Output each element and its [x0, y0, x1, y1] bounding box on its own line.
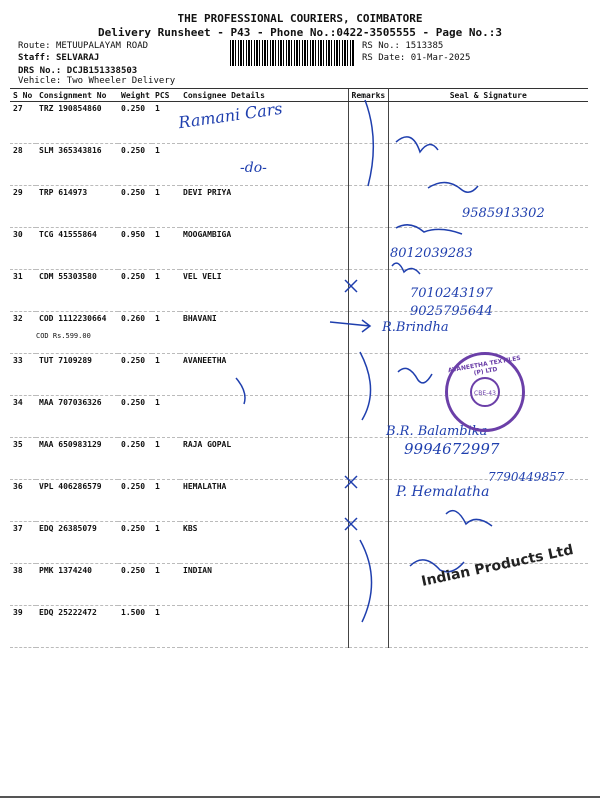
handwriting-phone-36: 7790449857: [488, 470, 565, 484]
indian-products-stamp: Indian Products Ltd: [420, 542, 575, 590]
cell-sno-text: 34: [13, 398, 23, 407]
cell-consignment-text: VPL 406286579: [39, 482, 102, 491]
stroke-mark-34: [236, 378, 245, 404]
col-consignment: Consignment No: [36, 89, 118, 102]
cell-consignee-text: BHAVANI: [183, 314, 217, 323]
cell-consignment-text: TCG 41555864: [39, 230, 97, 239]
cell-sno-text: 38: [13, 566, 23, 575]
bottom-rule: [0, 796, 600, 798]
bracket-mark-34: [360, 352, 371, 420]
cell-pcs-text: 1: [155, 440, 160, 449]
handwriting-ditto: -do-: [240, 160, 267, 176]
cell-weight-text: 0.250: [121, 188, 146, 197]
cell-consignment-text: TRP 614973: [39, 188, 88, 197]
signature-28: [396, 137, 438, 152]
cell-sno-text: 30: [13, 230, 23, 239]
route-value: METUUPALAYAM ROAD: [55, 41, 149, 51]
handwriting-phone-32: 9025795644: [410, 304, 493, 319]
rs-date-label: RS Date:: [362, 53, 406, 63]
bracket-mark-38-39: [360, 540, 372, 622]
cell-pcs-text: 1: [155, 524, 160, 533]
handwriting-phone-35: 9994672997: [404, 440, 500, 458]
cell-consignment-text: SLM 365343816: [39, 146, 102, 155]
avaneetha-seal: [445, 352, 525, 432]
signature-31: [392, 263, 420, 274]
cell-weight-text: 1.500: [121, 608, 146, 617]
staff-label: Staff:: [18, 53, 51, 63]
cross-mark-37: [345, 518, 357, 530]
cell-weight-text: 0.250: [121, 104, 146, 113]
cell-consignment-text: TRZ 190854860: [39, 104, 102, 113]
cell-weight-text: 0.250: [121, 146, 146, 155]
cell-consignment-text: EDQ 26385079: [39, 524, 97, 533]
cell-sno-text: 31: [13, 272, 23, 281]
cell-consignment-text: TUT 7109289: [39, 356, 92, 365]
cell-weight-text: 0.250: [121, 566, 146, 575]
company-title: THE PROFESSIONAL COURIERS, COIMBATORE: [177, 12, 423, 25]
cell-consignment-text: COD 1112230664: [39, 314, 107, 323]
seal-center-text: CBE-43: [470, 377, 500, 407]
cross-mark-31: [345, 280, 357, 292]
col-seal: Seal & Signature: [388, 89, 588, 102]
cell-weight-text: 0.250: [121, 398, 146, 407]
cell-consignee-text: INDIAN: [183, 566, 212, 575]
rs-date-value: 01-Mar-2025: [410, 53, 471, 63]
cell-sno-text: 32: [13, 314, 23, 323]
col-weight: Weight: [118, 89, 152, 102]
handwriting-name-32: R.Brindha: [382, 320, 449, 335]
runsheet-subtitle: Delivery Runsheet - P43 - Phone No.:0422-3505555 - Page No.:3: [98, 26, 502, 39]
cell-sno-text: 33: [13, 356, 23, 365]
cell-weight-text: 0.950: [121, 230, 146, 239]
cell-pcs-text: 1: [155, 608, 160, 617]
cell-sno-text: 29: [13, 188, 23, 197]
col-sno: S No: [10, 89, 36, 102]
cell-sno-text: 39: [13, 608, 23, 617]
cod-amount: COD Rs.599.00: [36, 332, 91, 340]
cell-consignment-text: EDQ 25222472: [39, 608, 97, 617]
route-label: Route:: [18, 41, 51, 51]
cell-pcs-text: 1: [155, 230, 160, 239]
arrow-mark-32: [330, 320, 370, 332]
handwriting-ramani: Ramani Cars: [177, 98, 284, 133]
cell-pcs-text: 1: [155, 482, 160, 491]
signature-34: [398, 368, 432, 382]
cell-sno-text: 37: [13, 524, 23, 533]
cell-sno-text: 27: [13, 104, 23, 113]
vehicle-label: Vehicle:: [18, 76, 62, 86]
bracket-mark-27-28: [365, 100, 373, 186]
cell-pcs-text: 1: [155, 356, 160, 365]
cell-pcs-text: 1: [155, 146, 160, 155]
handwriting-name-36: P. Hemalatha: [396, 484, 490, 500]
drs-value: DCJB151338503: [66, 66, 138, 76]
cell-consignment-text: PMK 1374240: [39, 566, 92, 575]
drs-label: DRS No.:: [18, 66, 62, 76]
cell-consignee-text: KBS: [183, 524, 198, 533]
cell-pcs-text: 1: [155, 272, 160, 281]
staff-value: SELVARAJ: [55, 53, 100, 63]
handwriting-phone-31: 7010243197: [410, 286, 493, 301]
rs-no-value: 1513385: [405, 41, 444, 51]
cell-pcs-text: 1: [155, 398, 160, 407]
col-remarks: Remarks: [348, 89, 388, 102]
cell-weight-text: 0.250: [121, 440, 146, 449]
cell-sno-text: 35: [13, 440, 23, 449]
signature-37: [446, 511, 492, 526]
rs-no-label: RS No.:: [362, 41, 400, 51]
cell-consignment-text: CDM 55303580: [39, 272, 97, 281]
seal-ring-text: AVANEETHA TEXTILES (P) LTD: [447, 354, 522, 377]
cell-consignee-text: RAJA GOPAL: [183, 440, 232, 449]
cell-pcs-text: 1: [155, 314, 160, 323]
cross-mark-36: [345, 476, 357, 488]
cell-weight-text: 0.250: [121, 524, 146, 533]
handwriting-name-35: B.R. Balambika: [386, 424, 488, 439]
signature-29: [428, 182, 478, 192]
cell-consignee-text: AVANEETHA: [183, 356, 227, 365]
cell-sno-text: 28: [13, 146, 23, 155]
col-consignee: Consignee Details: [180, 89, 348, 102]
cell-sno-text: 36: [13, 482, 23, 491]
cell-weight-text: 0.250: [121, 356, 146, 365]
cell-pcs-text: 1: [155, 188, 160, 197]
cell-consignee-text: MOOGAMBIGA: [183, 230, 232, 239]
signature-30: [396, 225, 462, 234]
handwriting-phone-30: 8012039283: [390, 246, 473, 261]
cell-weight-text: 0.260: [121, 314, 146, 323]
cell-consignee-text: DEVI PRIYA: [183, 188, 232, 197]
cell-weight-text: 0.250: [121, 272, 146, 281]
cell-pcs-text: 1: [155, 104, 160, 113]
cell-consignment-text: MAA 650983129: [39, 440, 102, 449]
cell-weight-text: 0.250: [121, 482, 146, 491]
cell-consignment-text: MAA 707036326: [39, 398, 102, 407]
col-pcs: PCS: [152, 89, 180, 102]
cell-pcs-text: 1: [155, 566, 160, 575]
handwriting-phone-29: 9585913302: [462, 206, 545, 221]
vehicle-value: Two Wheeler Delivery: [66, 76, 176, 86]
cell-consignee-text: VEL VELI: [183, 272, 222, 281]
cell-consignee-text: HEMALATHA: [183, 482, 227, 491]
